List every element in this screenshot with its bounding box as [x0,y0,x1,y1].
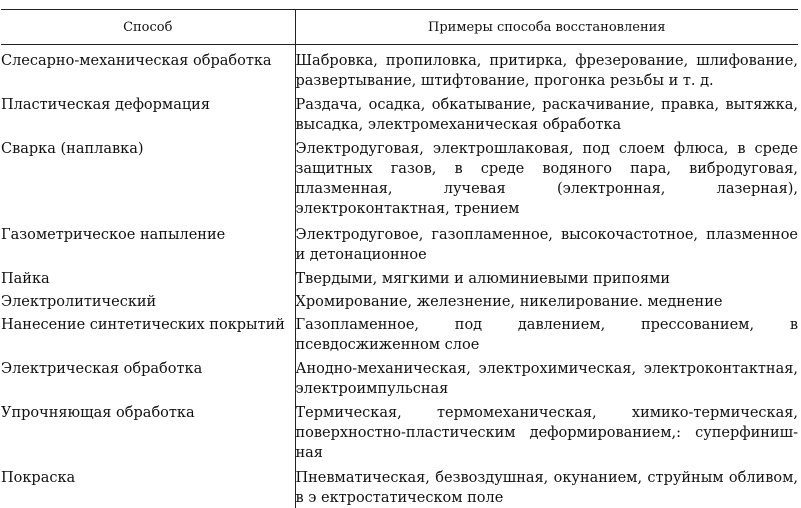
examples-cell: Термическая, термомеханическая, химико-термическая, поверхностно-пластическим деформированием,: суперфиниш- ная [295,405,798,461]
table-row [1,268,798,291]
examples-cell: Шабровка, пропиловка, притирка, фрезерование, шлифование, развертывание, штифтование, прогонка резьбы и т. д. [295,53,798,89]
examples-cell: Газопламенное, под давлением, прессованием, в псевдосжиженном слое [295,317,798,353]
examples-cell: Электродуговая, электрошлаковая, под слоем флюса, в среде защитных газов, в среде водяного пара, вибродуговая, плазменная, лучевая (электронная, лазерная), электроконтактная, трением [295,141,798,217]
method-cell: Упрочняющая обработка [1,402,295,467]
table-row [1,358,798,402]
table-header-row [1,10,798,45]
examples-cell: Твердыми, мягкими и алюминиевыми припоями [295,271,671,287]
method-cell: Электрическая обработка [1,358,295,402]
restoration-methods-table [1,9,798,508]
method-cell: Газометрическое напыление [1,224,295,268]
table-row [1,224,798,268]
method-cell: Покраска [1,467,295,508]
method-cell: Сварка (наплавка) [1,138,295,224]
table-row [1,314,798,358]
table-row [1,402,798,467]
table-row [1,291,798,314]
table-row [1,45,798,95]
examples-cell: Электродуговое, газопламенное, высокочастотное, плазменное и детонационное [295,227,798,263]
column-header-examples: Примеры способа восстановления [295,10,798,45]
method-cell: Пластическая деформация [1,94,295,138]
examples-cell: Раздача, осадка, обкатывание, раскачивание, правка, вытяжка, высадка, электромеханическая обработка [295,97,798,133]
method-cell: Слесарно-механическая обработка [1,45,295,95]
method-cell: Пайка [1,268,295,291]
column-header-method: Способ [1,10,295,45]
table-row [1,94,798,138]
method-cell: Нанесение синтетических покрытий [1,314,295,358]
examples-cell: Пневматическая, безвоздушная, окунанием, струйным обливом, в э ектростатическом поле [295,470,798,506]
table-row [1,138,798,224]
examples-cell: Анодно-механическая, электрохимическая, электроконтактная, электроимпульсная [295,361,798,397]
method-cell: Электролитический [1,291,295,314]
table-row [1,467,798,508]
examples-cell: Хромирование, железнение, никелирование. меднение [295,294,723,310]
